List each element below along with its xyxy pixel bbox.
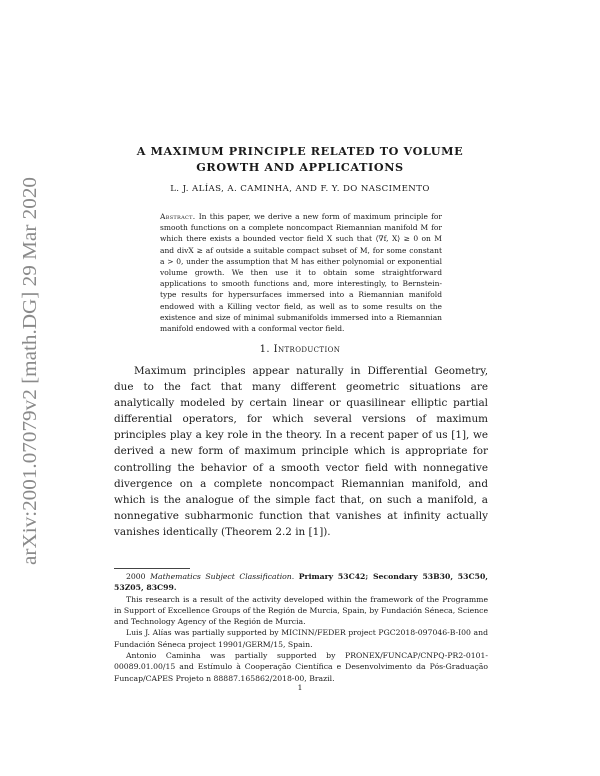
page-number: 1: [297, 683, 303, 692]
abstract-text: In this paper, we derive a new form of maximum principle for smooth functions on a complete noncompact Riemannian manifold M for which there exists a bounded vector field X such that ⟨∇f, X⟩ ≥ 0 on M and divX ≥ af outside a suitable compact subset of M, for some constant a > 0, under the assumption that M has either polynomial or exponential volume growth. We then use it to obtain some straightforward applications to smooth functions and, more interestingly, to Bernstein-type results for hypersurfaces immersed into a Riemannian manifold endowed with a Killing vector field, as well as to some results on the existence and size of minimal submanifolds immersed into a Riemannian manifold endowed with a conformal vector field.: [160, 212, 442, 334]
abstract: [160, 211, 442, 334]
footnote-funding: This research is a result of the activity developed within the framework of the Programme in Support of Excellence Groups of the Región de Murcia, Spain, by Fundación Séneca, Science and Technology Agency of the Región de Murcia.: [114, 594, 489, 627]
section-heading: 1. Introduction: [259, 344, 341, 355]
footnote-msc-label: Mathematics Subject Classification.: [150, 572, 295, 581]
paper-title: [100, 143, 500, 175]
footnote-msc: [114, 571, 488, 594]
arxiv-identifier: [17, 175, 43, 565]
intro-paragraph: Maximum principles appear naturally in Differential Geometry, due to the fact that many different geometric situations are analytically modeled by certain linear or quasilinear elliptic partial differential operators, for which several versions of maximum principles play a key role in the theory. In a recent paper of us [1], we derived a new form of maximum principle which is appropriate for controlling the behavior of a smooth vector field with nonnegative divergence on a complete noncompact Riemannian manifold, and which is the analogue of the simple fact that, on such a manifold, a nonnegative subharmonic function that vanishes at infinity actually vanishes identically (Theorem 2.2 in [1]).: [114, 365, 488, 538]
footnote-alias: Luis J. Alías was partially supported by MICINN/FEDER project PGC2018-097046-B-I00 and Fundación Séneca project 19901/GERM/15, Spain.: [114, 628, 488, 649]
footnote-msc-codes: Primary 53C42; Secondary 53B30, 53C50, 53Z05, 83C99.: [114, 572, 488, 593]
abstract-label: Abstract.: [160, 212, 196, 221]
arxiv-identifier-text: arXiv:2001.07079v2 [math.DG] 29 Mar 2020: [20, 207, 41, 565]
footnote-rule: [114, 568, 190, 569]
footnote-caminha: Antonio Caminha was partially supported by PRONEX/FUNCAP/CNPQ-PR2-0101-00089.01.00/15 and Estímulo à Cooperação Científica e Desenvolvimento da Pós-Graduação Funcap/CAPES Projeto n 88887.165862/2018-00, Brazil.: [114, 651, 488, 683]
footnotes: [114, 571, 488, 684]
paper-title-line-1: A MAXIMUM PRINCIPLE RELATED TO VOLUME: [136, 144, 464, 158]
authors: L. J. ALÍAS, A. CAMINHA, AND F. Y. DO NASCIMENTO: [170, 184, 430, 194]
arxiv-identifier-svg: [17, 175, 43, 565]
footnote-msc-year: 2000: [126, 572, 146, 581]
paper-title-line-2: GROWTH AND APPLICATIONS: [196, 160, 404, 174]
